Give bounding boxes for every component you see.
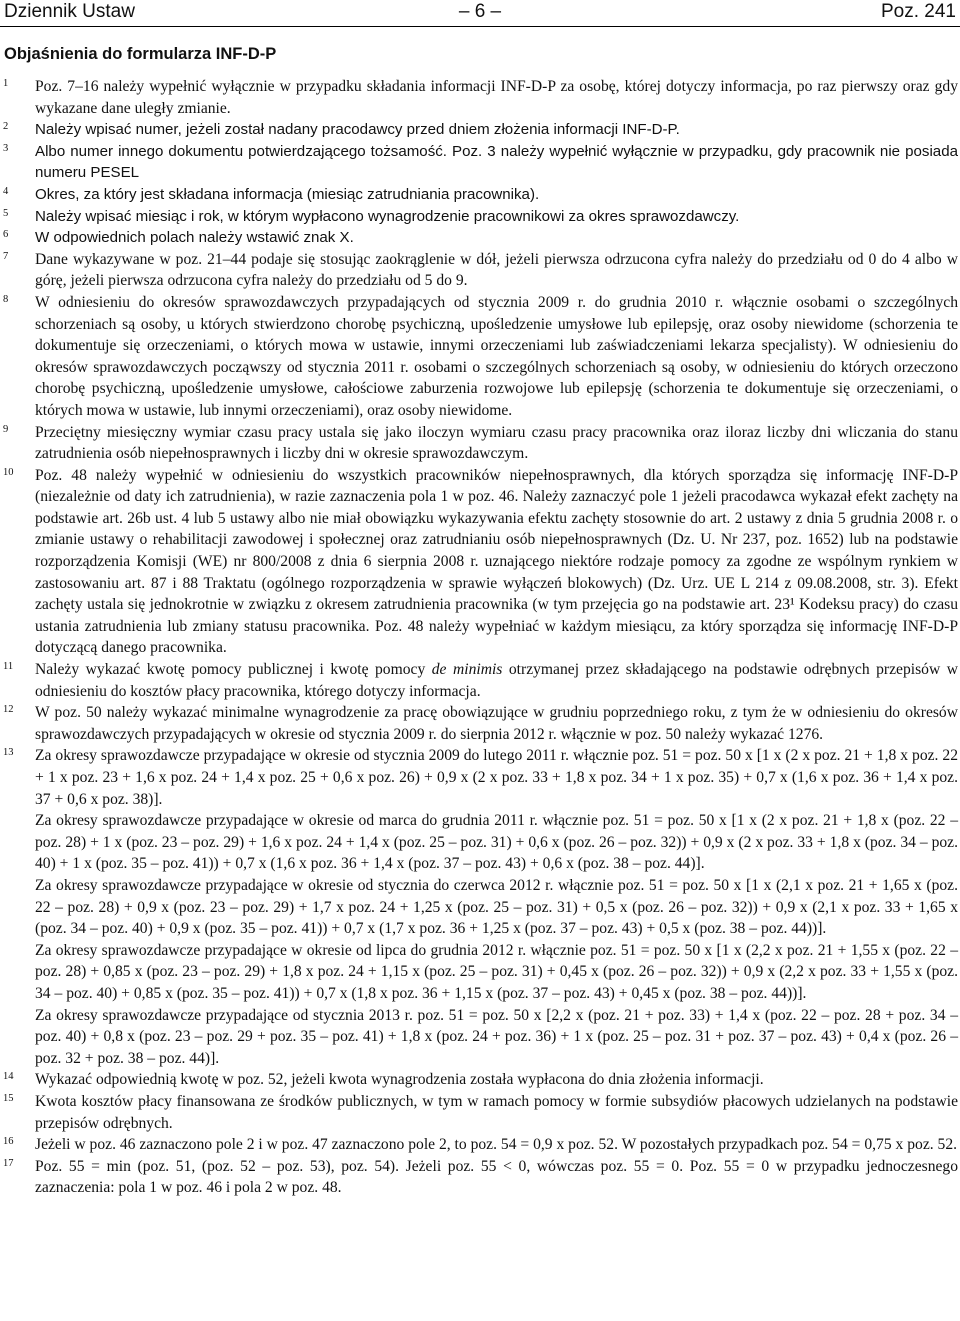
note-number: 15 (3, 1092, 14, 1104)
note-8 (0, 292, 960, 422)
position-number: Poz. 241 (881, 1, 956, 22)
page-number: – 6 – (458, 1, 502, 22)
note-4 (0, 184, 960, 206)
note-number: 16 (3, 1136, 14, 1148)
note-text-part: Należy wykazać kwotę pomocy publicznej i kwotę pomocy (35, 661, 432, 679)
note-17 (0, 1156, 960, 1199)
note-number: 1 (3, 78, 9, 89)
note-text: Jeżeli w poz. 46 zaznaczono pole 2 i w poz. 47 zaznaczono pole 2, to poz. 54 = 0,9 x poz. 52. W pozostałych przypadkach poz. 54 = 0,75 x poz. 52. (35, 1136, 958, 1154)
note-number: 17 (3, 1157, 14, 1169)
note-text-italic: de minimis (431, 661, 503, 679)
note-number: 14 (3, 1071, 14, 1083)
formula-paragraph: Za okresy sprawozdawcze przypadające w okresie od lipca do grudnia 2012 r. włącznie poz. 51 = poz. 50 x [1 x (2,2 x poz. 21 + 1,55 x (poz. 22 – poz. 28) + 0,85 x (poz. 23 – poz. 29) + 1,8 x poz. 24 + 1,15 x (poz. 25 – poz. 31) + 0,45 x (poz. 26 – poz. 32)) + 0,9 x (2,2 x poz. 33 + 1,55 x (poz. 34 – poz. 40) + 0,85 x (poz. 35 – poz. 41)) + 0,7 x (1,8 x poz. 36 + 1,15 x (poz. 37 – poz. 43) + 0,45 x (poz. 38 – poz. 44))]. (35, 941, 958, 1002)
note-9 (0, 422, 960, 465)
note-text: W odpowiednich polach należy wstawić znak X. (35, 229, 354, 247)
note-text: Kwota kosztów płacy finansowana ze środków publicznych, w tym w ramach pomocy w formie subsydiów płacowych udzielanych na podstawie przepisów odrębnych. (35, 1092, 958, 1132)
notes-list (0, 76, 960, 1199)
note-text: Okres, za który jest składana informacja (miesiąc zatrudniania pracownika). (35, 185, 540, 203)
note-5 (0, 206, 960, 228)
note-text: W odniesieniu do okresów sprawozdawczych przypadających od stycznia 2009 r. do grudnia 2010 r. włącznie osobami o szczególnych schorzeniach są osoby, u których stwierdzono chorobę psychiczną, upośledzenie umysłowe lub epilepsję, oraz osoby niewidome (schorzenia te dokumentuje się orzeczeniami, o których mowa w ustawie, innymi orzeczeniami lub zaświadczeniami lekarza specjalisty). W odniesieniu do okresów sprawozdawczych począwszy od stycznia 2011 r. osobami o szczególnych schorzeniach są osoby, w odniesieniu do których orzeczono chorobę psychiczną, upośledzenie umysłowe, całościowe zaburzenia rozwojowe lub epilepsję (schorzenia te dokumentuje się orzeczeniami, o których mowa w ustawie, lub innymi orzeczeniami), oraz osoby niewidome. (35, 293, 958, 419)
note-text (35, 659, 958, 702)
note-text: W poz. 50 należy wykazać minimalne wynagrodzenie za pracę obowiązujące w grudniu poprzedniego roku, z tym że w odniesieniu do okresów sprawozdawczych przypadających w okresie od stycznia 2009 r. do sierpnia 2012 r. włącznie w poz. 50 należy wykazać 1276. (35, 704, 958, 743)
note-text: Dane wykazywane w poz. 21–44 podaje się stosując zaokrąglenie w dół, jeżeli pierwsza odrzucona cyfra należy do przedziału od 0 do 4 albo w górę, jeżeli pierwsza odrzucona cyfra należy do przedziału od 5 do 9. (35, 250, 958, 290)
note-number: 12 (3, 704, 14, 716)
note-number: 2 (3, 121, 9, 133)
note-number: 3 (3, 142, 9, 154)
note-12 (0, 702, 960, 745)
note-text: Przeciętny miesięczny wymiar czasu pracy ustala się jako iloczyn wymiaru czasu pracy pracownika oraz iloraz liczby dni wliczania do stanu zatrudnienia osób niepełnosprawnych i liczby dni w okresie sprawozdawczym. (35, 423, 958, 463)
note-number: 8 (3, 293, 9, 305)
formula-paragraph: Za okresy sprawozdawcze przypadające od stycznia 2013 r. poz. 51 = poz. 50 x [2,2 x (poz. 21 + poz. 33) + 1,4 x (poz. 22 – poz. 28 + poz. 34 – poz. 40) + 0,8 x (poz. 23 – poz. 29 + poz. 35 – poz. 41) + 1,8 x (poz. 24 + poz. 36) + 1 x (poz. 25 – poz. 31 + poz. 37 – poz. 43) + 0,4 x (poz. 26 – poz. 32 + poz. 38 – poz. 44)]. (35, 1006, 958, 1067)
journal-title: Dziennik Ustaw (4, 1, 135, 22)
formula-paragraph: Za okresy sprawozdawcze przypadające w okresie od stycznia 2009 do lutego 2011 r. włącznie poz. 51 = poz. 50 x [1 x (2 x poz. 21 + 1,8 x poz. 22 + 1 x poz. 23 + 1,6 x poz. 24 + 1,4 x poz. 25 + 0,6 x poz. 26) + 0,9 x (2 x poz. 33 + 1,8 x poz. 34 + 1 x poz. 35) + 0,7 x (1,6 x poz. 36 + 1,4 x poz. 37 + 0,6 x poz. 38)]. (35, 747, 958, 808)
note-3 (0, 141, 960, 184)
formula-paragraph: Za okresy sprawozdawcze przypadające w okresie od marca do grudnia 2011 r. włącznie poz. 51 = poz. 50 x [1 x (2 x poz. 21 + 1,8 x (poz. 22 – poz. 28) + 1 x (poz. 23 – poz. 29) + 1,6 x poz. 24 + 1,4 x (poz. 25 – poz. 31) + 0,6 x (poz. 26 – poz. 32)) + 0,9 x (2 x poz. 33 + 1,8 x (poz. 34 – poz. 40) + 1 x (poz. 35 – poz. 41)) + 0,7 x (1,6 x poz. 36 + 1,4 x (poz. 37 – poz. 43) + 0,6 x (poz. 38 – poz. 44)]. (35, 812, 958, 873)
note-15 (0, 1091, 960, 1134)
note-11 (0, 659, 960, 702)
note-7 (0, 249, 960, 292)
note-text: Poz. 7–16 należy wypełnić wyłącznie w przypadku składania informacji INF-D-P za osobę, której dotyczy informacja, po raz pierwszy oraz gdy wykazane dane uległy zmianie. (35, 78, 958, 117)
formula-paragraph: Za okresy sprawozdawcze przypadające w okresie od stycznia do czerwca 2012 r. włącznie poz. 51 = poz. 50 x [1 x (2,1 x poz. 21 + 1,65 x (poz. 22 – poz. 28) + 0,9 x (poz. 23 – poz. 29) + 1,7 x poz. 24 + 1,25 x (poz. 25 – poz. 31) + 0,5 x (poz. 26 – poz. 32)) + 0,9 x (2,1 x poz. 33 + 1,65 x (poz. 34 – poz. 40) + 0,9 x (poz. 35 – poz. 41)) + 0,7 x (1,7 x poz. 36 + 1,25 x (poz. 37 – poz. 43) + 0,5 x (poz. 38 – poz. 44))]. (35, 876, 958, 938)
note-text: Poz. 48 należy wypełnić w odniesieniu do wszystkich pracowników niepełnosprawnych, dla których sporządza się informację INF-D-P (niezależnie od daty ich zatrudnienia), w razie zaznaczenia pola 1 w poz. 46. Należy zaznaczyć pole 1 jeżeli pracodawca wykazał efekt zachęty na podstawie art. 26b ust. 4 lub 5 ustawy albo nie miał obowiązku wykazywania efektu zachęty stosownie do art. 2 ustawy z dnia 5 grudnia 2008 r. o zmianie ustawy o rehabilitacji zawodowej i społecznej oraz zatrudnianiu osób niepełnosprawnych (Dz. U. Nr 237, poz. 1652) lub na podstawie rozporządzenia Komisji (WE) nr 800/2008 z dnia 6 sierpnia 2008 r. uznającego niektóre rodzaje pomocy za zgodne ze wspólnym rynkiem w zastosowaniu art. 87 i 88 Traktatu (ogólnego rozporządzenia w sprawie wyłączeń blokowych) (Dz. Urz. UE L 214 z 09.08.2008, str. 3). Efekt zachęty ustala się jednokrotnie w związku z okresem zatrudnienia pracownika (w tym przejęcia go na podstawie art. 23¹ Kodeksu pracy) do czasu ustania zatrudnienia lub zmiany statusu pracownika. Poz. 48 należy wypełniać w każdym miesiącu, za który sporządza się informację INF-D-P dotyczącą danego pracownika. (35, 466, 958, 657)
note-text: Należy wpisać numer, jeżeli został nadany pracodawcy przed dniem złożenia informacji INF-D-P. (35, 121, 680, 139)
note-text: Wykazać odpowiednią kwotę w poz. 52, jeżeli kwota wynagrodzenia została wypłacona do dnia złożenia informacji. (35, 1071, 764, 1089)
note-10 (0, 465, 960, 659)
note-text: Albo numer innego dokumentu potwierdzającego tożsamość. Poz. 3 należy wypełnić wyłącznie w przypadku, gdy pracownik nie posiada numeru PESEL (35, 142, 958, 182)
note-6 (0, 227, 960, 249)
note-text-part: otrzymanej przez składającego na podstawie odrębnych przepisów w odniesieniu do kosztów płacy pracownika, którego dotyczy informacja. (35, 661, 958, 700)
note-text (35, 745, 958, 1069)
note-text: Należy wpisać miesiąc i rok, w którym wypłacono wynagrodzenie pracownikowi za okres sprawozdawczy. (35, 207, 740, 225)
note-16 (0, 1134, 960, 1156)
note-number: 13 (3, 747, 14, 759)
section-title: Objaśnienia do formularza INF-D-P (4, 45, 277, 63)
note-number: 6 (3, 229, 9, 241)
note-14 (0, 1069, 960, 1091)
note-text: Poz. 55 = min (poz. 51, (poz. 52 – poz. 53), poz. 54). Jeżeli poz. 55 < 0, wówczas poz. 55 = 0. Poz. 55 = 0 w przypadku jednoczesnego zaznaczenia: pola 1 w poz. 46 i pola 2 w poz. 48. (35, 1157, 958, 1197)
note-number: 4 (3, 185, 9, 197)
note-number: 10 (3, 466, 14, 478)
note-number: 11 (3, 661, 14, 673)
note-13 (0, 745, 960, 1069)
note-1 (0, 76, 960, 119)
note-2 (0, 119, 960, 141)
note-number: 9 (3, 423, 9, 435)
note-number: 5 (3, 207, 9, 219)
page-header (0, 0, 960, 27)
note-number: 7 (3, 250, 9, 262)
